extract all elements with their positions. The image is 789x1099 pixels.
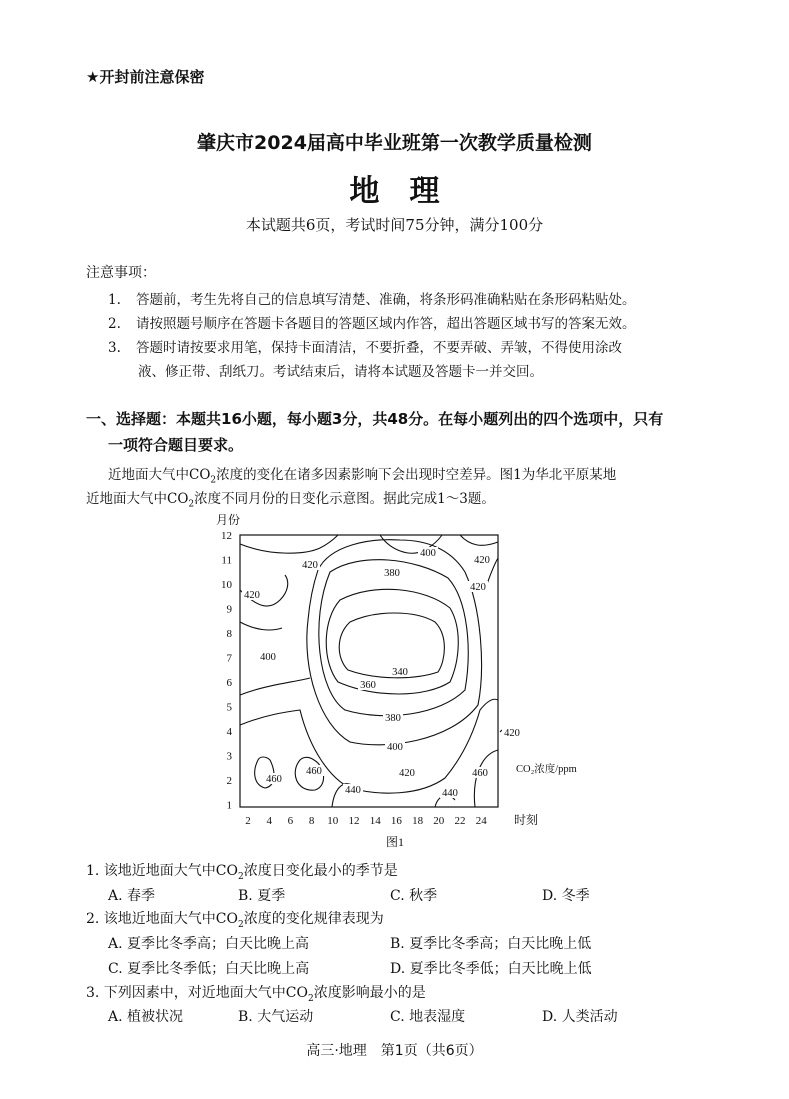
x-axis-ticks (245, 815, 487, 827)
contour-label: 400 (387, 742, 403, 753)
y-tick-label: 9 (226, 603, 232, 616)
contour-360 (326, 589, 458, 694)
contour-label: 420 (504, 728, 520, 739)
passage-line-1: 近地面大气中$CO_2$浓度的变化在诸多因素影响下会出现时空差异。图1为华北平原某地 (108, 467, 617, 486)
x-tick-label: 2 (245, 815, 251, 827)
notice-item-3-continued: 液、修正带、刮纸刀。考试结束后，请将本试题及答题卡一并交回。 (138, 364, 543, 380)
x-tick-label: 12 (348, 815, 360, 827)
option-1C[interactable]: C. 秋季 (390, 888, 438, 904)
contour-labels (242, 547, 522, 799)
notice-item-1 (108, 288, 636, 308)
y-tick-label: 2 (226, 775, 232, 787)
exam-info: 本试题共6页，考试时间75分钟，满分100分 (245, 216, 544, 234)
notice-text: 请按照题号顺序在答题卡各题目的答题区域内作答，超出答题区域书写的答案无效。 (136, 316, 636, 332)
question-2-stem: 2. 该地近地面大气中$CO_2$浓度的变化规律表现为 (86, 911, 384, 930)
notice-item-2 (108, 312, 636, 332)
y-axis-title: 月份 (216, 513, 241, 527)
contour-label: 340 (392, 667, 408, 678)
passage-line-2: 近地面大气中$CO_2$浓度不同月份的日变化示意图。据此完成1～3题。 (86, 491, 495, 510)
y-axis-ticks (221, 530, 233, 812)
notice-item-3 (108, 336, 622, 356)
contour-label: 420 (399, 768, 415, 779)
contour-label: 460 (306, 766, 322, 777)
contour-label: 360 (360, 680, 376, 691)
option-1D[interactable]: D. 冬季 (542, 888, 590, 904)
notice-number: 3. (108, 340, 121, 356)
question-1-stem: 1. 该地近地面大气中$CO_2$浓度日变化最小的季节是 (86, 863, 398, 882)
plot-frame (240, 535, 498, 807)
page-footer: 高三·地理 第1页（共6页） (306, 1043, 483, 1059)
co2-contour-figure (210, 510, 580, 855)
y-tick-label: 7 (226, 652, 232, 665)
contour-label: 400 (420, 548, 436, 559)
figure-caption: 图1 (386, 835, 405, 849)
option-1A[interactable]: A. 春季 (108, 888, 156, 904)
y-tick-label: 10 (221, 579, 232, 591)
contour-6-left (240, 678, 310, 695)
x-tick-label: 24 (475, 815, 487, 827)
contour-label: 420 (474, 555, 490, 566)
y-tick-label: 12 (221, 530, 232, 542)
x-tick-label: 16 (390, 815, 402, 827)
option-3A[interactable]: A. 植被状况 (108, 1009, 184, 1025)
contour-420-top (240, 535, 338, 553)
contour-lines (240, 535, 518, 807)
notice-number: 2. (108, 316, 121, 332)
contour-label: 460 (472, 768, 488, 779)
option-3B[interactable]: B. 大气运动 (238, 1009, 314, 1025)
legend-label: CO₂浓度/ppm (516, 764, 577, 775)
option-2A[interactable]: A. 夏季比冬季高；白天比晚上高 (108, 936, 310, 952)
contour-label: 420 (470, 582, 486, 593)
notice-text: 答题时请按要求用笔，保持卡面清洁，不要折叠，不要弄破、弄皱，不得使用涂改 (136, 340, 622, 356)
option-2D[interactable]: D. 夏季比冬季低；白天比晚上低 (390, 961, 592, 977)
x-tick-label: 4 (266, 815, 272, 827)
option-3D[interactable]: D. 人类活动 (542, 1009, 618, 1025)
contour-label: 440 (345, 785, 361, 796)
notice-text: 答题前，考生先将自己的信息填写清楚、准确，将条形码准确粘贴在条形码粘贴处。 (136, 292, 636, 308)
x-tick-label: 14 (369, 815, 381, 827)
question-3-stem: 3. 下列因素中，对近地面大气中$CO_2$浓度影响最小的是 (86, 985, 426, 1004)
contour-380 (319, 560, 468, 716)
subject-title: 地理 (349, 174, 470, 209)
y-tick-label: 8 (226, 628, 232, 640)
contour-label: 380 (384, 568, 400, 579)
contour-420-topright (460, 535, 498, 545)
x-tick-label: 6 (287, 815, 294, 827)
x-axis-title: 时刻 (514, 813, 539, 827)
x-tick-label: 20 (433, 815, 445, 827)
contour-label: 460 (266, 774, 282, 785)
notice-heading: 注意事项： (86, 265, 156, 281)
y-tick-label: 1 (226, 799, 232, 812)
contour-label: 380 (385, 713, 401, 724)
y-tick-label: 11 (221, 554, 232, 567)
x-tick-label: 22 (454, 815, 466, 827)
section-heading-cont: 一项符合题目要求。 (108, 436, 244, 454)
y-tick-label: 6 (226, 677, 232, 689)
x-tick-label: 8 (308, 815, 315, 827)
contour-label: 420 (244, 590, 260, 601)
section-heading: 一、选择题：本题共16小题，每小题3分，共48分。在每小题列出的四个选项中，只有 (86, 410, 664, 428)
y-tick-label: 5 (226, 701, 232, 714)
option-2B[interactable]: B. 夏季比冬季高；白天比晚上低 (390, 936, 592, 952)
notice-number: 1. (108, 292, 121, 308)
contour-label: 420 (302, 560, 318, 571)
contour-label: 400 (260, 652, 276, 663)
y-tick-label: 3 (226, 750, 232, 763)
exam-title: 肇庆市2024届高中毕业班第一次教学质量检测 (197, 132, 592, 154)
x-tick-label: 10 (327, 815, 339, 827)
contour-label: 440 (442, 788, 458, 799)
option-3C[interactable]: C. 地表湿度 (390, 1009, 466, 1025)
option-2C[interactable]: C. 夏季比冬季低；白天比晚上高 (108, 961, 310, 977)
contour-400-left (240, 622, 282, 630)
confidential-notice: ★开封前注意保密 (86, 68, 205, 86)
y-tick-label: 4 (226, 726, 232, 738)
option-1B[interactable]: B. 夏季 (238, 888, 286, 904)
x-tick-label: 18 (412, 815, 424, 827)
